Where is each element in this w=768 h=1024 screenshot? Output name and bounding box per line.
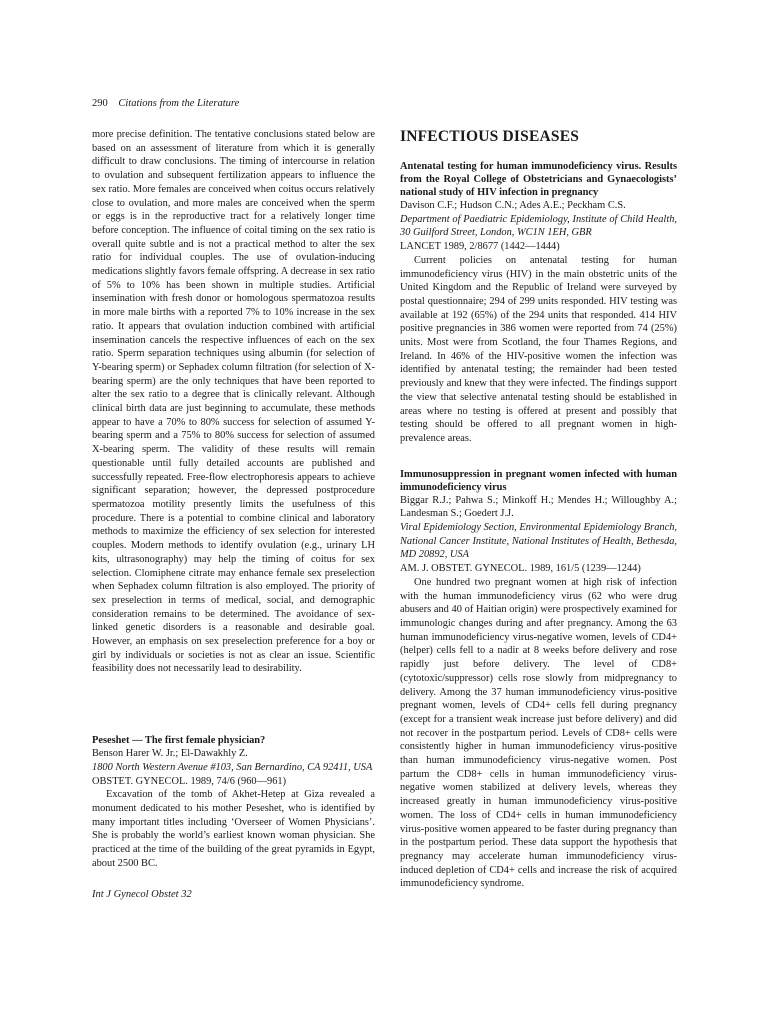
continuation-text: more precise definition. The tentative conclusions stated below are based on an assessment of literature from which it is generally difficult to draw conclusions. The timing of intercourse in relation to ovulation and subsequent fertilization appears to influence the sex ratio. More females are conceived when coitus occurs relatively close to ovulation, and more males are conceived when the sperm or eggs is in the reproductive tract for a relatively longer time before conception. The influence of coital timing on the sex ratio is overall quite subtle and is not a practical method to alter the sex ratio for individual couples. The use of ovulation-inducing medications slightly favors female offspring. A decrease in sex ratio of 5% to 10% has been shown in multiple studies. Artificial insemination with fresh donor or homologous spermatozoa results in more male births with a reported 7% to 10% increase in the sex ratio. It appears that ovulation induction combined with artificial insemination cancels the respective influences of each on the sex ratio. Sperm separation techniques using albumin (for selection of Y-bearing sperm) or Sephadex column filtration (for selection of X-bearing sperm) are the only techniques that have been reported to alter the sex ratio to a degree that is clinically relevant. Although clinical birth data are just beginning to accumulate, these methods appear to have a 70% to 80% success for selection of assumed Y-bearing sperm and a 75% to 80% success for selection of assumed X-bearing sperm. The validity of these results will remain questionable until fully detailed accounts are published and successfully repeated. Free-flow electrophoresis appears to achieve significant separation; however, the depressed postprocedure spermatozoa motility presently limits the usefulness of this procedure. There is a potential to combine clinical and laboratory methods to maximize the efficiency of sex selection for interested couples. Modern methods to identify ovulation (e.g., urinary LH kits, ultrasonography) may help the timing of coitus for sex selection. Clomiphene citrate may enhance female sex preselection when Sephadex column filtration is also employed. The priority of sex preselection in terms of medical, social, and demographic consideration remains to be determined. The avoidance of sex-linked genetic disorders is a reasonable and desirable goal. However, an emphasis on sex preselection preference for a boy or girl by individuals or societies is not as clear an issue. Scientific feasibility does not necessarily lead to desirability. xyxy=(92,129,375,675)
article-citation: OBSTET. GYNECOL. 1989, 74/6 (960—961) xyxy=(92,775,287,787)
article-affiliation: 1800 North Western Avenue #103, San Bernardino, CA 92411, USA xyxy=(92,761,373,773)
article-antenatal-hiv xyxy=(400,160,677,446)
left-column xyxy=(92,128,375,870)
article-abstract: Current policies on antenatal testing for human immunodeficiency virus (HIV) in the main obstetric units of the United Kingdom and the Republic of Ireland were surveyed by postal questionnaire; 294 of 299 units responded. HIV testing was available at 192 (65%) of the 294 units that responded. 414 HIV positive pregnancies in 386 women were reported from 74 (25%) units. Most were from Scotland, the four Thames Regions, and Ireland. In 46% of the HIV-positive women the infection was identified by antenatal testing; the remainder had been tested previously and knew that they were infected. The findings support the view that selective antenatal testing should be established in areas where no testing is offered at present and possibly that testing should be offered to all pregnant women in high-prevalence areas. xyxy=(400,254,677,444)
article-peseshet xyxy=(92,734,375,870)
page-number: 290 xyxy=(92,98,108,109)
article-authors: Davison C.F.; Hudson C.N.; Ades A.E.; Peckham C.S. xyxy=(400,200,626,211)
page-header xyxy=(92,98,239,109)
right-column xyxy=(400,128,677,891)
article-citation: LANCET 1989, 2/8677 (1442—1444) xyxy=(400,241,560,253)
article-abstract: Excavation of the tomb of Akhet-Hetep at Giza revealed a monument dedicated to his mother Peseshet, who is identified by many important titles including ‘Overseer of Women Physicians’. She is probably the world’s earliest known woman physician. She practiced at the time of the building of the great pyramids in Egypt, about 2500 BC. xyxy=(92,789,375,869)
article-affiliation: Department of Paediatric Epidemiology, Institute of Child Health, 30 Guilford Street, London, WC1N 1EH, GBR xyxy=(400,213,677,239)
article-authors: Biggar R.J.; Pahwa S.; Minkoff H.; Mendes H.; Willoughby A.; Landesman S.; Goedert J.J. xyxy=(400,494,677,520)
article-citation: AM. J. OBSTET. GYNECOL. 1989, 161/5 (1239—1244) xyxy=(400,563,641,575)
article-title: Antenatal testing for human immunodeficiency virus. Results from the Royal College of Obstetricians and Gynaecologists’ national study of HIV infection in pregnancy xyxy=(400,161,677,198)
section-title: INFECTIOUS DISEASES xyxy=(400,128,580,145)
article-abstract: One hundred two pregnant women at high risk of infection with the human immunodeficiency virus (62 who were drug abusers and 40 of Haitian origin) were prospectively examined for immunologic changes during and after pregnancy. Among the 63 human immunodeficiency virus-negative women, levels of CD4+ (helper) cells fell to a nadir at 8 weeks before delivery and rose rapidly just before delivery. The level of CD8+ (cytotoxic/suppressor) cells rose slowly from midpregnancy to delivery. Among the 37 human immunodeficiency virus-positive pregnant women, levels of CD4+ cells fell during pregnancy (except for a transient weak increase just before delivery) and did not recover in the postpartum period. Levels of CD8+ cells were consistently higher in human immunodeficiency virus-positive than human immunodeficiency virus-negative women. Post partum the CD8+ cells in human immunodeficiency virus-negative women stabilized at delivery levels, whereas they increased greatly in human immunodeficiency virus-positive women. The loss of CD4+ cells in human immunodeficiency virus-positive women appeared to be faster during pregnancy than in the postpartum period. These data support the hypothesis that pregnancy may accelerate human immunodeficiency virus-induced depletion of CD4+ cells and increase the risk of acquired immunodeficiency syndrome. xyxy=(400,576,677,890)
article-title: Peseshet — The first female physician? xyxy=(92,735,266,747)
article-title: Immunosuppression in pregnant women infected with human immunodeficiency virus xyxy=(400,468,677,493)
running-title: Citations from the Literature xyxy=(118,98,240,109)
article-affiliation: Viral Epidemiology Section, Environmental Epidemiology Branch, National Cancer Institute, National Institutes of Health, Bethesda, MD 20892, USA xyxy=(400,522,677,561)
page-footer: Int J Gynecol Obstet 32 xyxy=(92,889,192,900)
article-authors: Benson Harer W. Jr.; El-Dawakhly Z. xyxy=(92,748,248,760)
article-immunosuppression xyxy=(400,468,677,891)
